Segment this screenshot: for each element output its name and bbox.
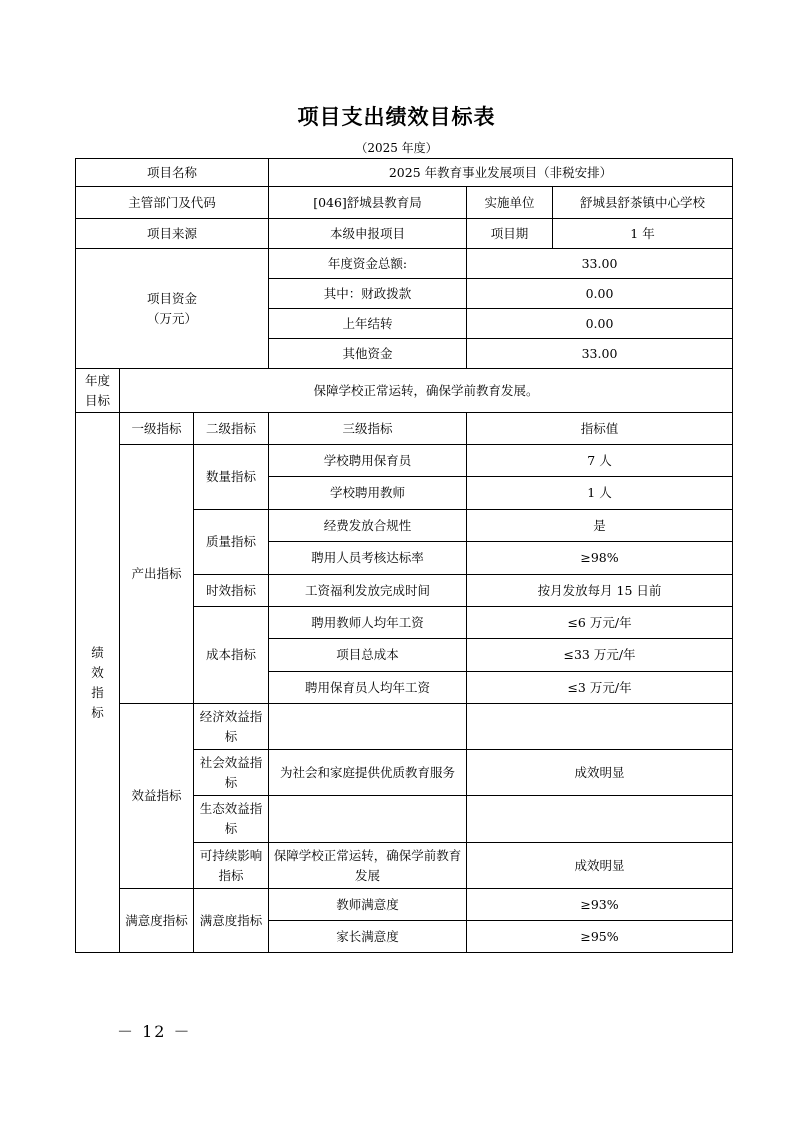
funds-label-cell <box>76 249 269 369</box>
dept-value: [046]舒城县教育局 <box>269 187 467 219</box>
header-l1: 一级指标 <box>120 413 194 445</box>
perf-side-char: 绩 <box>91 644 104 660</box>
row-perf-header <box>76 413 733 445</box>
indicator-name: 为社会和家庭提供优质教育服务 <box>269 750 467 796</box>
project-name-value: 2025 年教育事业发展项目（非税安排） <box>269 159 733 187</box>
goal-label-line1: 年度 <box>84 372 110 388</box>
output-label: 产出指标 <box>120 445 194 704</box>
indicator-name <box>269 704 467 750</box>
row-funds-total <box>76 249 733 279</box>
funds-fiscal-label: 其中：财政拨款 <box>269 279 467 309</box>
period-label: 项目期 <box>467 219 553 249</box>
dept-label: 主管部门及代码 <box>76 187 269 219</box>
table-row <box>76 445 733 477</box>
table-row <box>76 889 733 921</box>
indicator-value: 是 <box>467 510 733 542</box>
timeliness-label: 时效指标 <box>194 575 269 607</box>
indicator-value <box>467 796 733 843</box>
header-value: 指标值 <box>467 413 733 445</box>
indicator-name: 经费发放合规性 <box>269 510 467 542</box>
row-annual-goal <box>76 369 733 413</box>
indicator-name: 教师满意度 <box>269 889 467 921</box>
indicator-value: ≥93% <box>467 889 733 921</box>
header-l3: 三级指标 <box>269 413 467 445</box>
quantity-label: 数量指标 <box>194 445 269 510</box>
funds-carryover-value: 0.00 <box>467 309 733 339</box>
benefit-label: 效益指标 <box>120 704 194 889</box>
indicator-value: ≥98% <box>467 542 733 575</box>
funds-other-label: 其他资金 <box>269 339 467 369</box>
perf-side-char: 指 <box>91 684 104 700</box>
indicator-name: 学校聘用保育员 <box>269 445 467 477</box>
indicator-value <box>467 704 733 750</box>
indicator-value: 成效明显 <box>467 843 733 889</box>
funds-total-value: 33.00 <box>467 249 733 279</box>
unit-value: 舒城县舒茶镇中心学校 <box>553 187 733 219</box>
perf-side-char: 效 <box>91 664 104 680</box>
economic-label: 经济效益指标 <box>194 704 269 750</box>
indicator-name: 聘用人员考核达标率 <box>269 542 467 575</box>
ecological-label: 生态效益指标 <box>194 796 269 843</box>
indicator-value: ≤3 万元/年 <box>467 672 733 704</box>
funds-fiscal-value: 0.00 <box>467 279 733 309</box>
row-source <box>76 219 733 249</box>
goal-label-cell <box>76 369 120 413</box>
indicator-name: 项目总成本 <box>269 639 467 672</box>
unit-label: 实施单位 <box>467 187 553 219</box>
funds-label: 项目资金 <box>146 290 197 306</box>
indicator-name: 聘用教师人均年工资 <box>269 607 467 639</box>
funds-unit: （万元） <box>146 310 197 326</box>
indicator-value: 7 人 <box>467 445 733 477</box>
funds-total-label: 年度资金总额: <box>269 249 467 279</box>
indicator-value: ≤33 万元/年 <box>467 639 733 672</box>
indicator-name: 保障学校正常运转，确保学前教育发展 <box>269 843 467 889</box>
source-label: 项目来源 <box>76 219 269 249</box>
indicator-value: ≤6 万元/年 <box>467 607 733 639</box>
source-value: 本级申报项目 <box>269 219 467 249</box>
year-label: （2025 年度） <box>355 141 438 155</box>
document-title: 项目支出绩效目标表 <box>297 105 496 129</box>
satisfaction-sub-label: 满意度指标 <box>194 889 269 953</box>
satisfaction-label: 满意度指标 <box>120 889 194 953</box>
funds-carryover-label: 上年结转 <box>269 309 467 339</box>
performance-target-table <box>75 158 733 953</box>
indicator-name: 学校聘用教师 <box>269 477 467 510</box>
page-number: － 12 － <box>117 1022 192 1041</box>
perf-side-char: 标 <box>91 704 104 720</box>
goal-text: 保障学校正常运转，确保学前教育发展。 <box>120 369 733 413</box>
social-label: 社会效益指标 <box>194 750 269 796</box>
indicator-value: 成效明显 <box>467 750 733 796</box>
funds-other-value: 33.00 <box>467 339 733 369</box>
sustainable-label: 可持续影响指标 <box>194 843 269 889</box>
indicator-value: ≥95% <box>467 921 733 953</box>
cost-label: 成本指标 <box>194 607 269 704</box>
indicator-value: 1 人 <box>467 477 733 510</box>
quality-label: 质量指标 <box>194 510 269 575</box>
indicator-value: 按月发放每月 15 日前 <box>467 575 733 607</box>
period-value: 1 年 <box>553 219 733 249</box>
project-name-label: 项目名称 <box>76 159 269 187</box>
indicator-name: 家长满意度 <box>269 921 467 953</box>
row-project-name <box>76 159 733 187</box>
row-department <box>76 187 733 219</box>
indicator-name: 聘用保育员人均年工资 <box>269 672 467 704</box>
indicator-name: 工资福利发放完成时间 <box>269 575 467 607</box>
perf-side-label-cell <box>76 413 120 953</box>
goal-label-line2: 目标 <box>84 392 110 408</box>
header-l2: 二级指标 <box>194 413 269 445</box>
indicator-name <box>269 796 467 843</box>
table-row <box>76 704 733 750</box>
